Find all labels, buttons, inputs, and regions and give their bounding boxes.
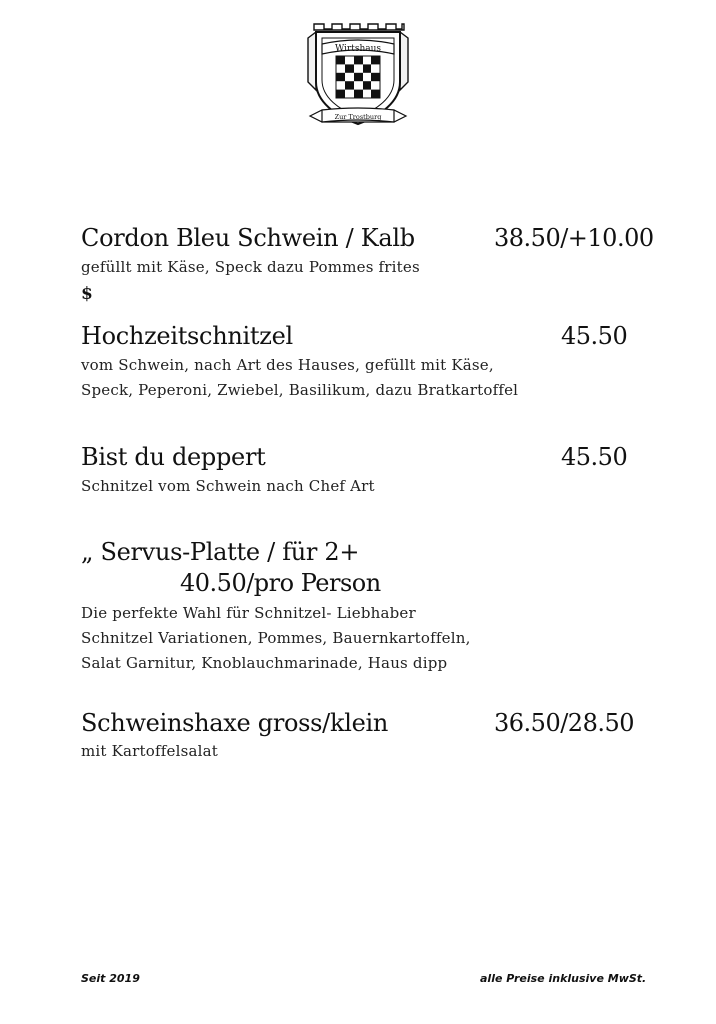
- menu-item-title: Hochzeitschnitzel: [81, 322, 293, 350]
- logo-banner-bottom: Zur Trostburg: [334, 113, 382, 121]
- logo-banner-top: Wirtshaus: [334, 44, 382, 54]
- menu-item-title: Bist du deppert: [81, 443, 266, 471]
- menu-item-description: Die perfekte Wahl für Schnitzel- Liebhaber: [81, 604, 416, 622]
- menu-item-description: Speck, Peperoni, Zwiebel, Basilikum, dazu Bratkartoffel: [81, 381, 519, 399]
- menu-item-description: vom Schwein, nach Art des Hauses, gefüllt mit Käse,: [81, 356, 494, 374]
- menu-item-price: 45.50: [561, 443, 628, 471]
- castle-crest-icon: [300, 20, 416, 132]
- menu-item-description: gefüllt mit Käse, Speck dazu Pommes frites: [81, 258, 420, 276]
- menu-item-price: 40.50/pro Person: [180, 569, 381, 597]
- footer-price-note: alle Preise inklusive MwSt.: [480, 972, 647, 985]
- menu-item-symbol: $: [81, 284, 93, 304]
- menu-item-description: Salat Garnitur, Knoblauchmarinade, Haus dipp: [81, 654, 448, 672]
- restaurant-logo: [300, 20, 416, 132]
- menu-item-title: Cordon Bleu Schwein / Kalb: [81, 224, 415, 252]
- menu-item-price: 45.50: [561, 322, 628, 350]
- menu-item-price: 38.50/+10.00: [494, 224, 654, 252]
- menu-item-description: Schnitzel vom Schwein nach Chef Art: [81, 477, 375, 495]
- menu-item-title: Schweinshaxe gross/klein: [81, 709, 389, 737]
- menu-item-title: „ Servus-Platte / für 2+: [81, 538, 360, 566]
- menu-item-price: 36.50/28.50: [494, 709, 634, 737]
- menu-item-description: mit Kartoffelsalat: [81, 742, 218, 760]
- menu-item-description: Schnitzel Variationen, Pommes, Bauernkartoffeln,: [81, 629, 471, 647]
- footer-since: Seit 2019: [81, 972, 140, 985]
